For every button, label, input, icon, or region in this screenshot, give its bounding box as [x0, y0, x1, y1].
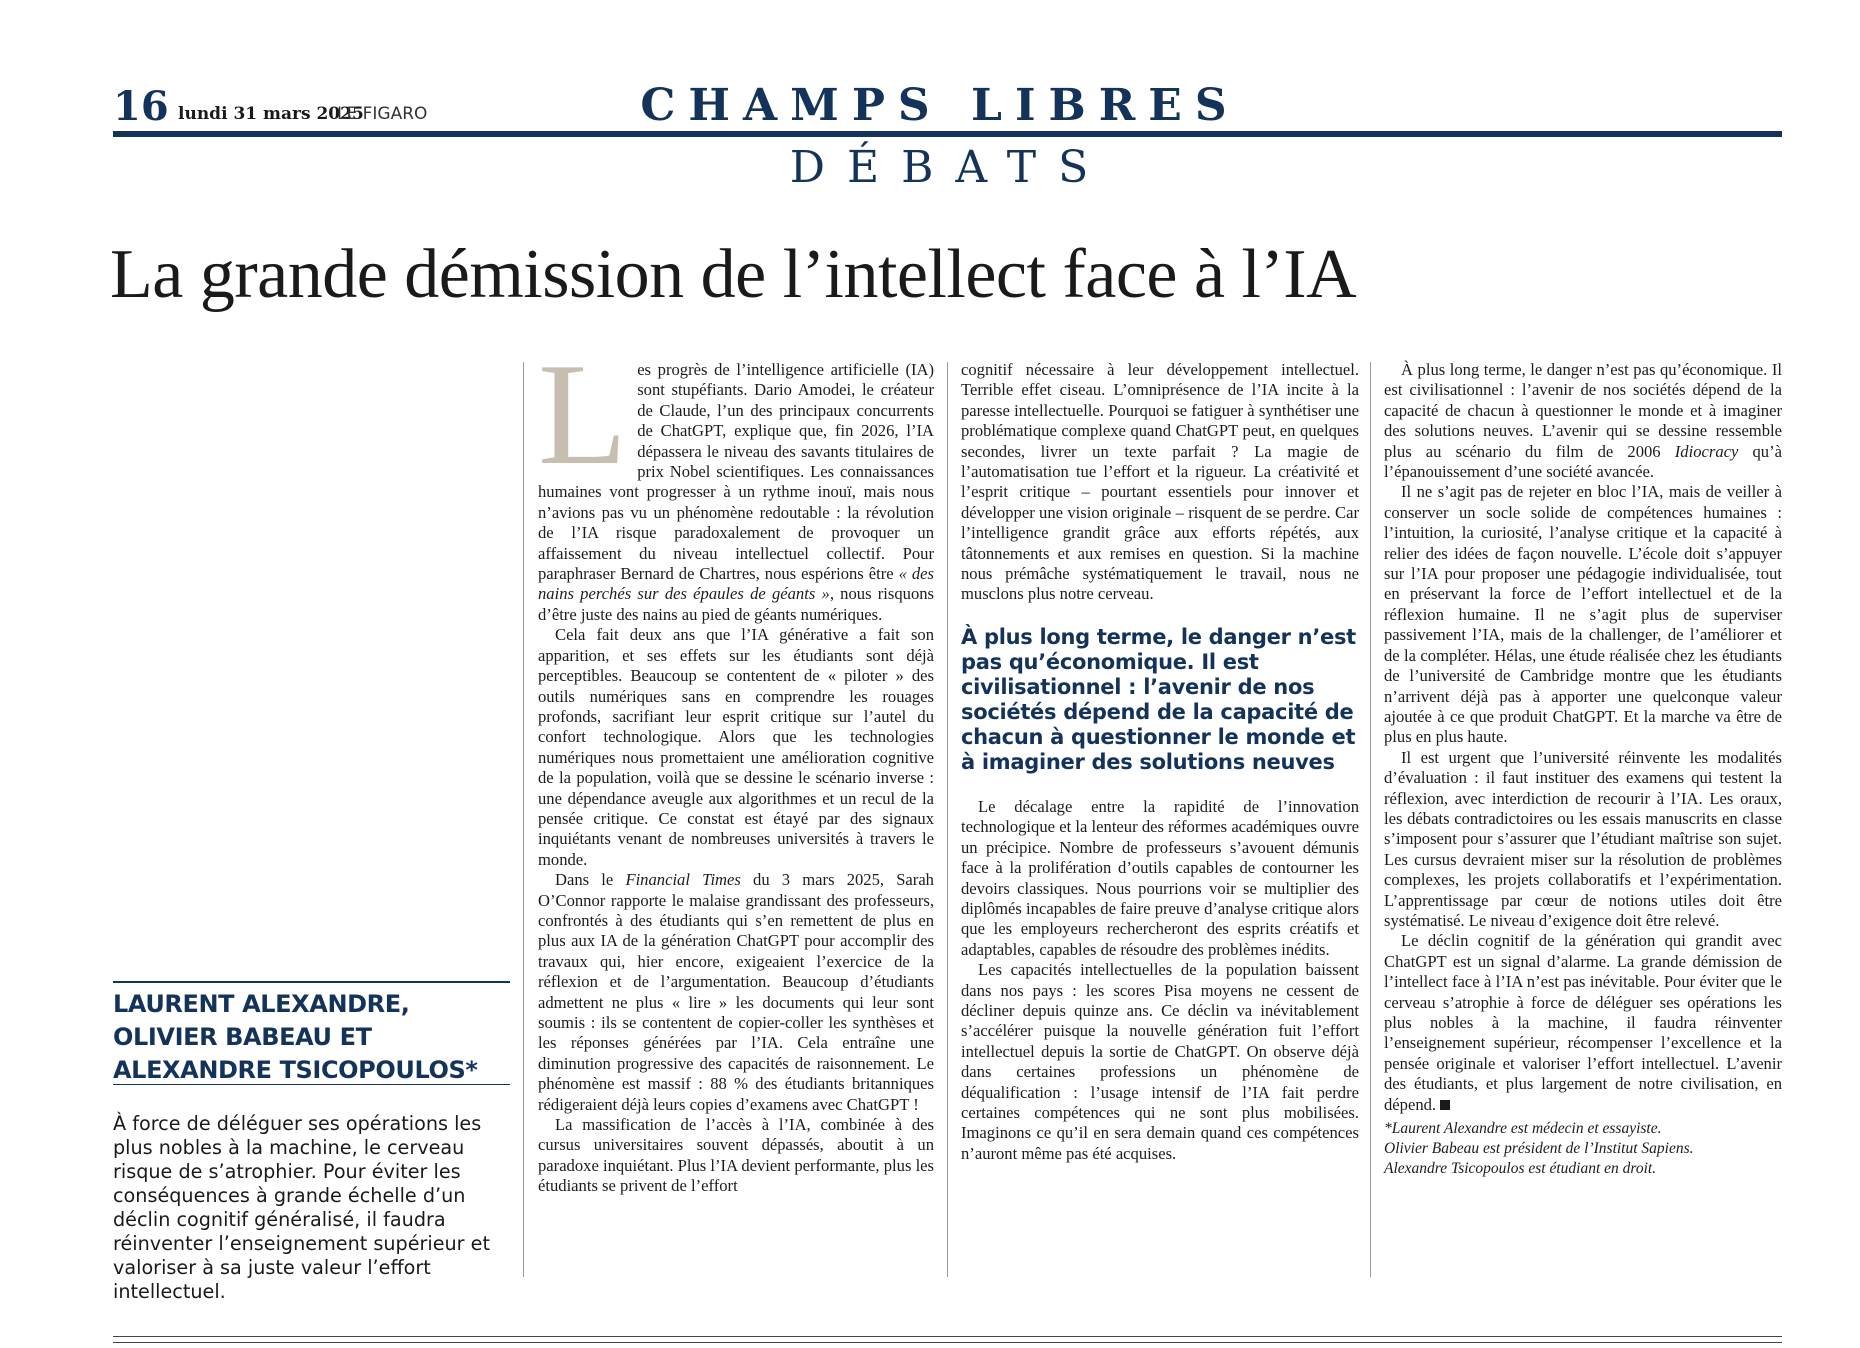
drop-cap: L [538, 333, 628, 495]
article-column-1 [538, 333, 934, 1197]
footnote-line: *Laurent Alexandre est médecin et essayiste. [1384, 1120, 1662, 1138]
column-divider [947, 362, 948, 1277]
author-footnote [1384, 1119, 1782, 1179]
authors-bottom-rule [113, 1084, 510, 1085]
paragraph: Le décalage entre la rapidité de l’innovation technologique et la lenteur des réformes académiques ouvre un précipice. Nombre de professeurs s’avouent démunis face à la prolifération d’outils capables de contourner les devoirs classiques. Nous pourrions voir se multiplier des diplômés incapables de faire preuve d’analyse critique alors que les employeurs rechercheront des esprits créatifs et adaptables, capables de résoudre des problèmes inédits. [961, 796, 1359, 959]
author-line: LAURENT ALEXANDRE, [113, 990, 410, 1018]
column-divider [1370, 362, 1371, 1277]
footnote-line: Olivier Babeau est président de l’Institut Sapiens. [1384, 1140, 1694, 1158]
paragraph: Les capacités intellectuelles de la population baissent dans nos pays : les scores Pisa moyens ne cessent de décliner depuis quinze ans. Ce déclin va inévitablement s’accélérer puisque la nouvelle génération fuit l’effort intellectuel depuis la sortie de ChatGPT. On observe déjà dans certaines professions un phénomène de déqualification : l’usage intensif de l’IA fait perdre certaines compétences qui ne sont plus mobilisées. Imaginons ce qu’il en sera demain quand ces compétences n’auront même pas été acquises. [961, 960, 1359, 1163]
end-mark-icon [1440, 1100, 1450, 1110]
author-byline [113, 988, 513, 1087]
italic-run: Financial Times [625, 870, 741, 890]
footer-rule [113, 1336, 1782, 1337]
author-line: OLIVIER BABEAU ET [113, 1023, 372, 1051]
article-column-2 [961, 360, 1359, 1164]
quote-run: « des nains perchés sur des épaules de géants » [538, 564, 934, 604]
authors-top-rule [113, 981, 510, 983]
article-column-3 [1384, 360, 1782, 1179]
text-run: À plus long terme, le danger n’est pas qu’économique. Il est civilisationnel : l’avenir de nos sociétés dépend de la capacité de chacun à questionner le monde et à imaginer des solutions neuves. L’avenir qui se dessine ressemble plus au scénario du film de 2006 [1384, 360, 1782, 461]
paragraph: cognitif nécessaire à leur développement intellectuel. Terrible effet ciseau. L’omniprésence de l’IA incite à la paresse intellectuelle. Pourquoi se fatiguer à synthétiser une problématique complexe quand ChatGPT peut, en quelques secondes, livrer un texte parfait ? La magie de l’automatisation tue l’effort et la rigueur. La créativité et l’esprit critique – pourtant essentiels pour innover et développer une vision originale – risquent de se perdre. Car l’intelligence grandit grâce aux efforts répétés, aux tâtonnements et aux remises en question. Si la machine nous prémâche systématiquement le travail, nous ne musclons plus notre cerveau. [961, 360, 1359, 604]
page-number: 16 [113, 83, 169, 130]
text-run: qu’à l’épanouissement d’une société avancée. [1384, 441, 1782, 482]
subsection-title: DÉBATS [789, 142, 1111, 193]
paragraph: Il ne s’agit pas de rejeter en bloc l’IA, mais de veiller à conserver un socle solide de compétences humaines : l’intuition, la curiosité, l’analyse critique et la capacité à relier des idées de façon nouvelle. L’école doit s’appuyer sur l’IA pour proposer une pédagogie individualisée, tout en préservant la force de l’effort intellectuel et de la réflexion humaine. Il ne s’agit plus de superviser passivement l’IA, mais de la challenger, de l’améliorer et de la compléter. Hélas, une étude réalisée chez les étudiants de l’université de Cambridge montre que les étudiants n’arrivent déjà pas à apporter une quelconque valeur ajoutée à ce que produit ChatGPT. Et la marche va être de plus en plus haute. [1384, 482, 1782, 747]
text-run: Le déclin cognitif de la génération qui grandit avec ChatGPT est un signal d’alarme. La grande démission de l’intellect face à l’IA n’est pas inévitable. Pour éviter que le cerveau s’atrophie à force de déléguer ses opérations les plus nobles à la machine, il faudra réinventer l’enseignement supérieur, récompenser l’excellence et la pensée originale et valoriser l’effort intellectuel. L’avenir des étudiants, et plus largement de notre civilisation, en dépend. [1384, 931, 1782, 1114]
footer-rule [113, 1342, 1782, 1343]
paragraph: Il est urgent que l’université réinvente les modalités d’évaluation : il faut instituer des examens qui testent la réflexion, avec interdiction de recourir à l’IA. Les oraux, les débats contradictoires ou les essais manuscrits en classe s’imposent pour s’assurer que l’étudiant maîtrise son sujet. Les cursus devraient miser sur la résolution de problèmes complexes, les projets collaboratifs et l’expérimentation. L’apprentissage par cœur de notions utiles doit être systématisé. Le niveau d’exigence doit être relevé. [1384, 747, 1782, 930]
text-run: , nous risquons d’être juste des nains au pied de géants numériques. [538, 584, 934, 624]
header-rule [113, 131, 1782, 137]
text-run: du 3 mars 2025, Sarah O’Connor rapporte le malaise grandissant des professeurs, confrontés à des étudiants qui s’en remettent de plus en plus aux IA de la génération ChatGPT pour accomplir des travaux qui, hier encore, exigeaient l’exercice de la réflexion et de l’argumentation. Beaucoup d’étudiants admettent ne plus « lire » les documents qui leur sont soumis : ils se contentent de copier-coller les synthèses et les réponses générées par l’IA. Cela entraîne une diminution progressive des capacités de raisonnement. Le phénomène est massif : 88 % des étudiants britanniques rédigeraient déjà leurs copies d’examens avec ChatGPT ! [538, 870, 934, 1114]
paragraph [1384, 931, 1782, 1115]
author-line: ALEXANDRE TSICOPOULOS* [113, 1056, 478, 1084]
paragraph: Cela fait deux ans que l’IA générative a fait son apparition, et ses effets sur les étudiants sont déjà perceptibles. Beaucoup se contentent de « piloter » des outils numériques sans en comprendre les rouages profonds, sacrifiant leur esprit critique sur l’autel du confort technologique. Alors que les technologies numériques nous promettaient une amélioration cognitive de la population, voilà que se dessine le scénario inverse : une dépendance aveugle aux algorithmes et un recul de la pensée critique. Ce constat est étayé par des signaux inquiétants venant de nombreuses universités à travers le monde. [538, 625, 934, 869]
article-standfirst: À force de déléguer ses opérations les plus nobles à la machine, le cerveau risque de s’atrophier. Pour éviter les conséquences à grande échelle d’un déclin cognitif généralisé, il faudra réinventer l’enseignement supérieur et valoriser à sa juste valeur l’effort intellectuel. [113, 1112, 490, 1303]
section-title: CHAMPS LIBRES [640, 80, 1240, 131]
pull-quote: À plus long terme, le danger n’est pas qu’économique. Il est civilisationnel : l’avenir de nos sociétés dépend de la capacité de chacun à questionner le monde et à imaginer des solutions neuves [961, 624, 1356, 774]
article-headline: La grande démission de l’intellect face à l’IA [110, 236, 1357, 313]
italic-run: Idiocracy [1674, 441, 1739, 461]
column-divider [523, 362, 524, 1277]
issue-date: lundi 31 mars 2025 [178, 104, 364, 124]
text-run: es progrès de l’intelligence artificielle (IA) sont stupéfiants. Dario Amodei, le créateur de Claude, l’un des principaux concurrents de ChatGPT, explique que, fin 2026, l’IA dépassera le niveau des savants titulaires de prix Nobel scientifiques. Les connaissances humaines vont progresser à un rythme inouï, mais nous n’avions pas vu un phénomène redoutable : la révolution de l’IA risque paradoxalement de provoquer un affaissement du niveau intellectuel collectif. Pour paraphraser Bernard de Chartres, nous espérions être [538, 360, 934, 584]
paragraph: La massification de l’accès à l’IA, combinée à des cursus universitaires souvent dépassés, aboutit à un paradoxe inquiétant. Plus l’IA devient performante, plus les étudiants se privent de l’effort [538, 1115, 934, 1196]
paragraph [1384, 360, 1782, 482]
text-run: Dans le [555, 870, 626, 890]
paragraph [538, 333, 934, 625]
publication-name: LE FIGARO [337, 104, 428, 124]
footnote-line: Alexandre Tsicopoulos est étudiant en droit. [1384, 1160, 1657, 1178]
paragraph [538, 870, 934, 1115]
